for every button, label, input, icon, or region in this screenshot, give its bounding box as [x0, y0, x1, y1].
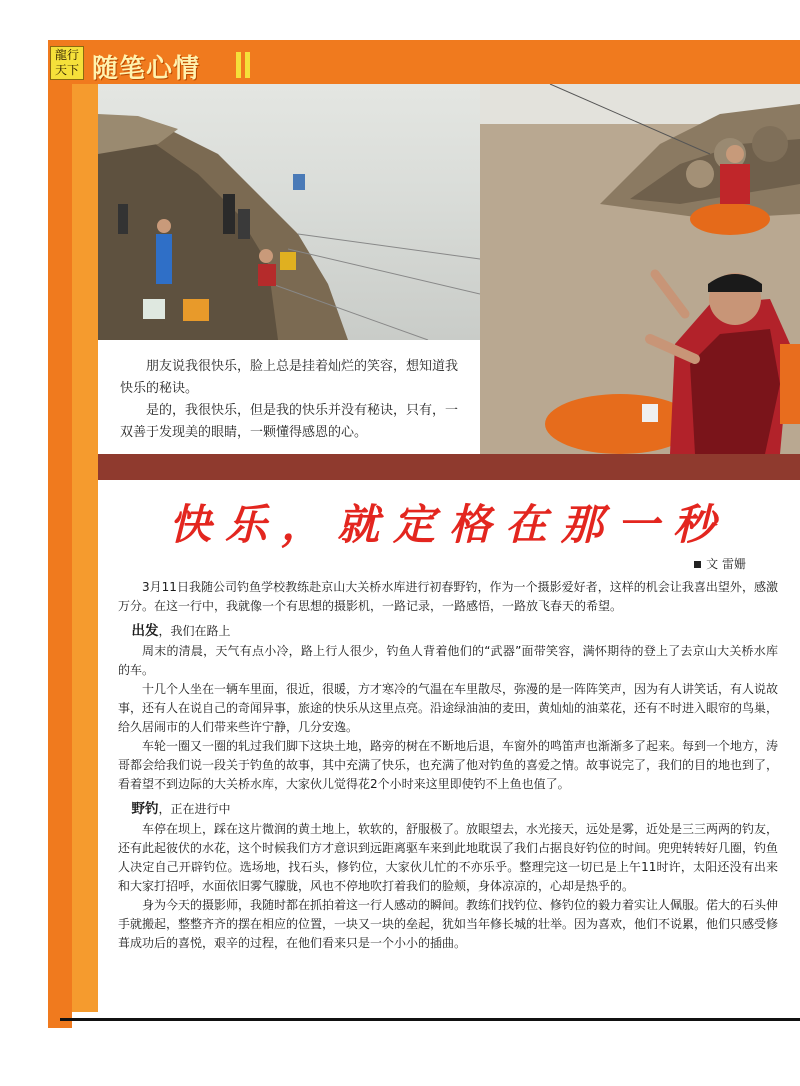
article-paragraph: 十几个人坐在一辆车里面，很近，很暖，方才寒冷的气温在车里散尽，弥漫的是一阵阵笑声，因为有人讲笑话，有人说故事，还有人在说自己的奇闻异事，旅途的快乐从这里点亮。沿途绿油油的麦田，黄灿灿的油菜花，还有不时进入眼帘的鸟巢，给久居闹市的人们带来些许宁静，几分安逸。 [118, 682, 779, 734]
article-body [118, 578, 778, 953]
section-heading-title: 野钓 [131, 801, 159, 817]
caption-paragraph: 朋友说我很快乐，脸上总是挂着灿烂的笑容，想知道我快乐的秘诀。 [120, 359, 459, 396]
article-paragraph: 车停在坝上，踩在这片微润的黄土地上，软软的，舒服极了。放眼望去，水光接天，远处是雾，近处是三三两两的钓友，还有此起彼伏的水花，这个时候我们方才意识到远距离驱车来到此地耽误了我们占据良好钓位的时间。兜兜转转好几圈，钓鱼人决定自己开辟钓位。选场地，找石头，修钓位，大家伙儿忙的不亦乐乎。整理完这一切已是上午11时许，太阳还没有出来和大家打招呼，水面依旧雾气朦胧，风也不停地吹打着我们的脸颊，身体凉凉的，心却是热乎的。 [118, 822, 779, 893]
photo-smiling-angler [480, 84, 800, 454]
left-inner-bar [72, 84, 98, 1012]
byline-text: 文 雷姗 [706, 557, 746, 571]
title-marker [245, 52, 250, 78]
photo-caption [98, 340, 480, 454]
article-intro: 3月11日我随公司钓鱼学校教练赴京山大关桥水库进行初春野钓，作为一个摄影爱好者，这样的机会让我喜出望外，感激万分。在这一行中，我就像一个有思想的摄影机，一路记录，一路感悟，一路放飞春天的希望。 [118, 580, 778, 613]
logo-char-bottom: 天下 [54, 63, 79, 77]
left-orange-bar [48, 40, 72, 1028]
section-heading-title: 出发 [131, 623, 159, 639]
photo-smiling-angler-art [480, 84, 800, 454]
section-heading [118, 798, 778, 820]
article-paragraph: 身为今天的摄影师，我随时都在抓拍着这一行人感动的瞬间。教练们找钓位、修钓位的毅力着实让人佩服。偌大的石头伸手就搬起，整整齐齐的摆在相应的位置，一块又一块的垒起，犹如当年修长城的壮举。因为喜欢，他们不说累，他们只感受修葺成功后的喜悦，艰辛的过程，在他们看来只是一个小小的插曲。 [118, 898, 779, 950]
divider-band [98, 454, 800, 480]
logo-badge [50, 46, 84, 80]
title-marker [236, 52, 241, 78]
section-heading-tail: ，我们在路上 [158, 624, 231, 638]
caption-paragraph: 是的，我很快乐，但是我的快乐并没有秘诀，只有，一双善于发现美的眼睛，一颗懂得感恩的心。 [120, 403, 459, 440]
footer-rule [60, 1018, 800, 1021]
section-heading [118, 620, 778, 642]
section-heading-tail: ，正在进行中 [158, 802, 231, 816]
article-headline: 快乐，就定格在那一秒 [168, 500, 729, 549]
byline [694, 555, 746, 572]
section-title: 随笔心情 [92, 54, 201, 84]
article-paragraph: 周末的清晨，天气有点小冷，路上行人很少，钓鱼人背着他们的“武器”面带笑容，满怀期待的登上了去京山大关桥水库的车。 [118, 644, 778, 677]
article-paragraph: 车轮一圈又一圈的轧过我们脚下这块土地，路旁的树在不断地后退，车窗外的鸣笛声也渐渐多了起来。每到一个地方，涛哥都会给我们说一段关于钓鱼的故事，其中充满了快乐，也充满了他对钓鱼的喜爱之情。故事说完了，我们的目的地也到了，看着望不到边际的大关桥水库，大家伙儿觉得花2个小时来这里即使钓不上鱼也值了。 [118, 739, 779, 791]
square-bullet-icon [694, 561, 701, 568]
logo-char-top: 龍行 [54, 48, 79, 62]
photo-anglers-shore-art [98, 84, 480, 340]
photo-anglers-shore [98, 84, 480, 340]
